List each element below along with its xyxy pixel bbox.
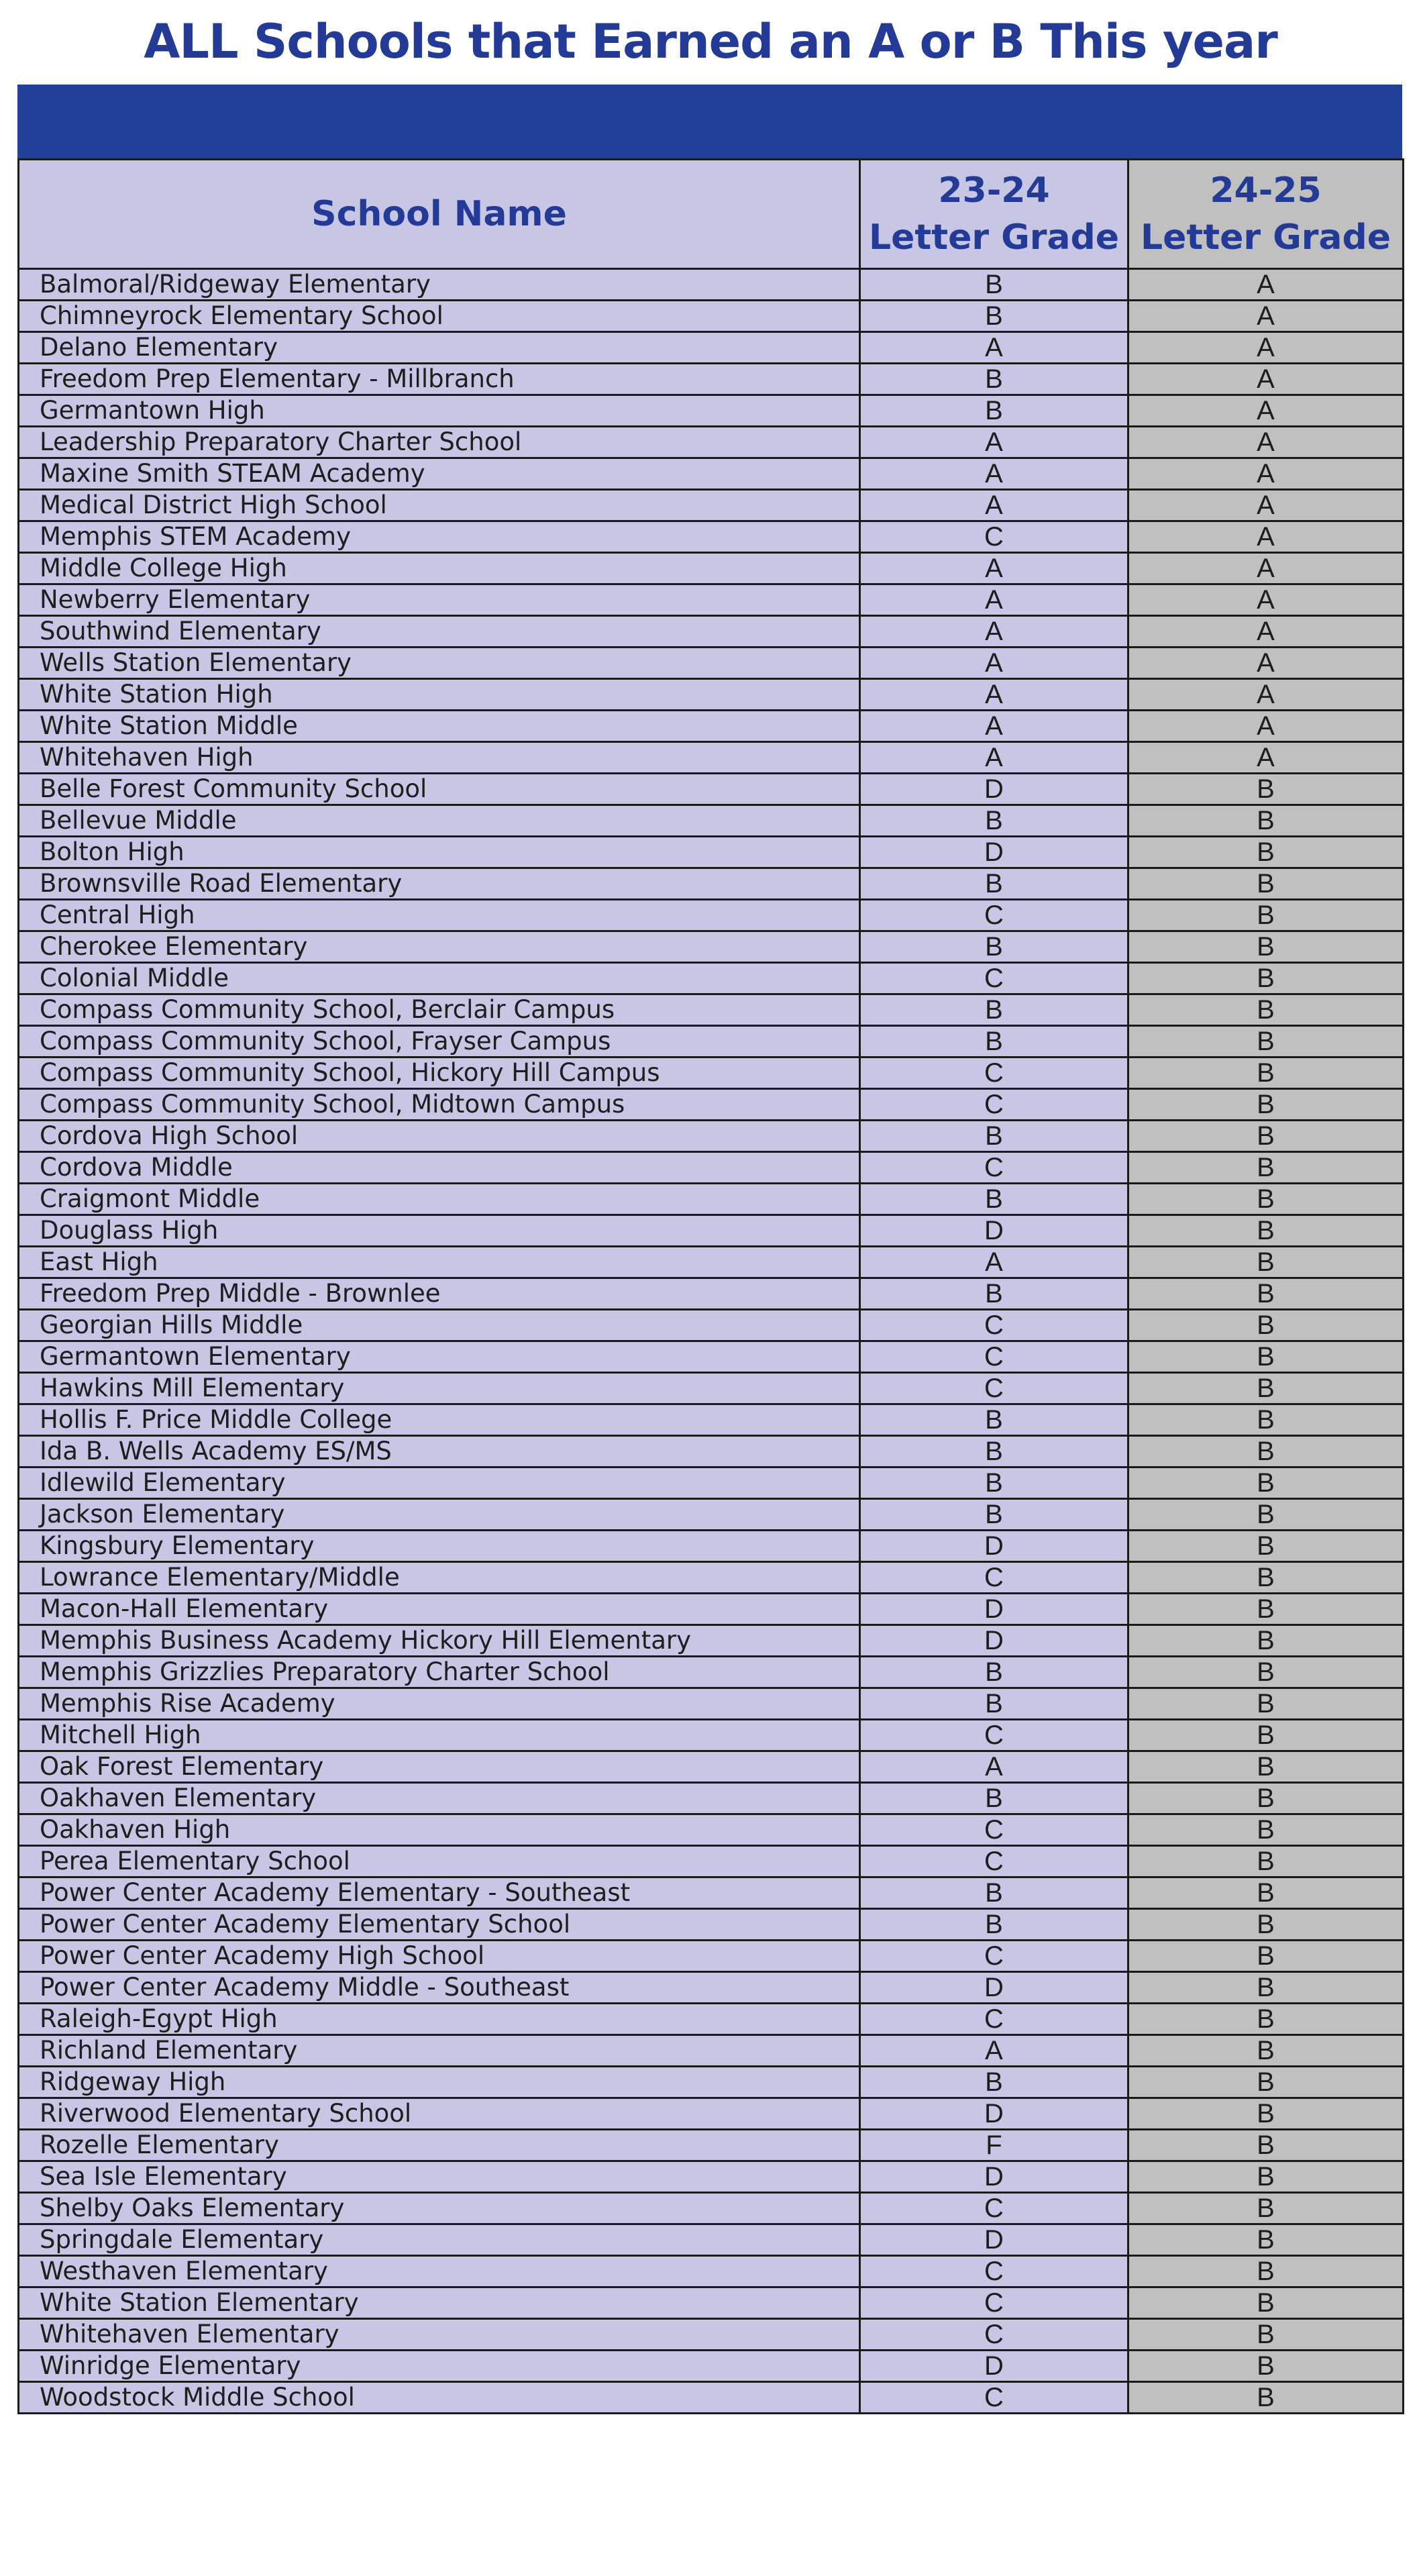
grade-2425-cell: B xyxy=(1128,1436,1404,1467)
grade-2425-cell: B xyxy=(1128,2035,1404,2067)
grade-2425-cell: B xyxy=(1128,1215,1404,1247)
grade-2324-cell: B xyxy=(860,1026,1128,1058)
grade-2425-cell: B xyxy=(1128,1625,1404,1657)
grade-2324-cell: B xyxy=(860,1436,1128,1467)
grade-2324-cell: C xyxy=(860,1814,1128,1846)
grade-2324-cell: C xyxy=(860,1846,1128,1877)
grade-2425-cell: B xyxy=(1128,931,1404,963)
table-row xyxy=(19,1499,1404,1531)
school-name-cell: Mitchell High xyxy=(19,1720,860,1751)
school-name-cell: Oakhaven High xyxy=(19,1814,860,1846)
grade-2425-cell: B xyxy=(1128,1467,1404,1499)
grade-2425-cell: B xyxy=(1128,900,1404,931)
grade-2324-cell: B xyxy=(860,1877,1128,1909)
table-row xyxy=(19,774,1404,805)
grade-2324-cell: B xyxy=(860,395,1128,427)
school-name-cell: Brownsville Road Elementary xyxy=(19,868,860,900)
grade-2425-cell: A xyxy=(1128,679,1404,711)
grade-2425-cell: B xyxy=(1128,2287,1404,2319)
table-row xyxy=(19,1594,1404,1625)
grade-2324-cell: A xyxy=(860,490,1128,521)
grade-2324-cell: A xyxy=(860,1751,1128,1783)
school-name-cell: Shelby Oaks Elementary xyxy=(19,2193,860,2224)
table-row xyxy=(19,395,1404,427)
table-row xyxy=(19,1404,1404,1436)
school-name-cell: Southwind Elementary xyxy=(19,616,860,648)
grade-2425-cell: B xyxy=(1128,1657,1404,1688)
grade-2324-cell: B xyxy=(860,1783,1128,1814)
grade-2324-cell: C xyxy=(860,2382,1128,2414)
grade-2324-cell: B xyxy=(860,1657,1128,1688)
school-name-cell: Delano Elementary xyxy=(19,332,860,364)
grade-2425-cell: B xyxy=(1128,868,1404,900)
school-name-cell: Whitehaven Elementary xyxy=(19,2319,860,2351)
grade-2324-cell: C xyxy=(860,2319,1128,2351)
grade-2324-cell: B xyxy=(860,1467,1128,1499)
school-name-cell: Springdale Elementary xyxy=(19,2224,860,2256)
grade-2425-cell: B xyxy=(1128,2130,1404,2161)
grade-2324-cell: A xyxy=(860,458,1128,490)
table-row xyxy=(19,1247,1404,1278)
grade-2425-cell: B xyxy=(1128,1373,1404,1404)
school-name-cell: Whitehaven High xyxy=(19,742,860,774)
grade-2324-cell: D xyxy=(860,2351,1128,2382)
table-row xyxy=(19,2256,1404,2287)
school-name-cell: Georgian Hills Middle xyxy=(19,1310,860,1341)
school-name-cell: Ridgeway High xyxy=(19,2067,860,2098)
grade-2425-cell: B xyxy=(1128,2004,1404,2035)
school-name-cell: Hollis F. Price Middle College xyxy=(19,1404,860,1436)
table-row xyxy=(19,1909,1404,1941)
grade-2324-cell: C xyxy=(860,1341,1128,1373)
table-row xyxy=(19,711,1404,742)
grade-2324-cell: D xyxy=(860,1531,1128,1562)
header-banner xyxy=(17,85,1402,158)
grade-2324-cell: C xyxy=(860,2256,1128,2287)
grade-2324-cell: B xyxy=(860,1278,1128,1310)
school-name-cell: Germantown Elementary xyxy=(19,1341,860,1373)
school-name-cell: Power Center Academy High School xyxy=(19,1941,860,1972)
school-name-cell: Richland Elementary xyxy=(19,2035,860,2067)
table-row xyxy=(19,1720,1404,1751)
school-name-cell: Balmoral/Ridgeway Elementary xyxy=(19,269,860,301)
table-row xyxy=(19,2130,1404,2161)
grade-2425-cell: B xyxy=(1128,1594,1404,1625)
table-body xyxy=(19,269,1404,2414)
table-row xyxy=(19,1089,1404,1121)
table-row xyxy=(19,2382,1404,2414)
school-name-cell: Bellevue Middle xyxy=(19,805,860,837)
grade-2425-cell: B xyxy=(1128,2224,1404,2256)
table-row xyxy=(19,1877,1404,1909)
school-name-cell: Jackson Elementary xyxy=(19,1499,860,1531)
grade-2425-cell: B xyxy=(1128,963,1404,994)
table-row xyxy=(19,1215,1404,1247)
school-name-cell: Colonial Middle xyxy=(19,963,860,994)
grade-2324-cell: C xyxy=(860,1058,1128,1089)
table-row xyxy=(19,553,1404,584)
school-name-cell: Oak Forest Elementary xyxy=(19,1751,860,1783)
school-name-cell: Cordova High School xyxy=(19,1121,860,1152)
grade-2324-cell: D xyxy=(860,2161,1128,2193)
grade-2324-cell: C xyxy=(860,1089,1128,1121)
school-name-cell: Maxine Smith STEAM Academy xyxy=(19,458,860,490)
grade-2324-cell: B xyxy=(860,805,1128,837)
school-name-cell: Central High xyxy=(19,900,860,931)
grade-2324-cell: C xyxy=(860,521,1128,553)
school-name-cell: Cherokee Elementary xyxy=(19,931,860,963)
grade-2425-cell: B xyxy=(1128,1751,1404,1783)
table-row xyxy=(19,1562,1404,1594)
grade-2324-cell: B xyxy=(860,269,1128,301)
table-row xyxy=(19,868,1404,900)
school-name-cell: Medical District High School xyxy=(19,490,860,521)
school-name-cell: Sea Isle Elementary xyxy=(19,2161,860,2193)
grade-2324-cell: B xyxy=(860,931,1128,963)
grade-2324-cell: D xyxy=(860,1972,1128,2004)
grade-2324-cell: A xyxy=(860,616,1128,648)
school-name-header xyxy=(19,160,860,269)
grade-2324-cell: C xyxy=(860,1941,1128,1972)
school-name-cell: Winridge Elementary xyxy=(19,2351,860,2382)
table-row xyxy=(19,584,1404,616)
school-name-cell: Craigmont Middle xyxy=(19,1184,860,1215)
grade-2324-cell: A xyxy=(860,332,1128,364)
grade-2324-cell: D xyxy=(860,837,1128,868)
table-row xyxy=(19,679,1404,711)
table-row xyxy=(19,1310,1404,1341)
table-row xyxy=(19,1625,1404,1657)
grade-2324-cell: D xyxy=(860,1215,1128,1247)
school-name-cell: Raleigh-Egypt High xyxy=(19,2004,860,2035)
grade-2324-cell: B xyxy=(860,1499,1128,1531)
grade-2425-cell: B xyxy=(1128,1058,1404,1089)
grade-2324-cell: C xyxy=(860,1373,1128,1404)
table-row xyxy=(19,364,1404,395)
grade-2425-cell: B xyxy=(1128,1941,1404,1972)
school-name-cell: Westhaven Elementary xyxy=(19,2256,860,2287)
grade-2324-cell: D xyxy=(860,2224,1128,2256)
grade-2324-cell: D xyxy=(860,774,1128,805)
school-name-cell: Riverwood Elementary School xyxy=(19,2098,860,2130)
table-row xyxy=(19,2098,1404,2130)
grade-2425-cell: A xyxy=(1128,269,1404,301)
grade-2425-cell: B xyxy=(1128,774,1404,805)
grade-2425-cell: A xyxy=(1128,332,1404,364)
grade-2425-cell: B xyxy=(1128,1184,1404,1215)
grade-2425-cell: B xyxy=(1128,837,1404,868)
table-row xyxy=(19,805,1404,837)
table-row xyxy=(19,521,1404,553)
grade-2425-cell: A xyxy=(1128,458,1404,490)
table-row xyxy=(19,1184,1404,1215)
grade-2324-cell: A xyxy=(860,2035,1128,2067)
school-name-cell: White Station Middle xyxy=(19,711,860,742)
table-row xyxy=(19,931,1404,963)
school-name-cell: Memphis Business Academy Hickory Hill Elementary xyxy=(19,1625,860,1657)
school-name-cell: White Station High xyxy=(19,679,860,711)
table-row xyxy=(19,1121,1404,1152)
grade-2425-cell: B xyxy=(1128,1909,1404,1941)
page-title: ALL Schools that Earned an A or B This year xyxy=(144,14,1277,69)
grade-2324-header-label: Letter Grade xyxy=(868,217,1120,258)
table-row xyxy=(19,1972,1404,2004)
school-name-cell: Belle Forest Community School xyxy=(19,774,860,805)
grade-2324-cell: C xyxy=(860,963,1128,994)
table-row xyxy=(19,2351,1404,2382)
grade-2425-header-label: Letter Grade xyxy=(1140,217,1391,258)
school-name-cell: Kingsbury Elementary xyxy=(19,1531,860,1562)
table-row xyxy=(19,648,1404,679)
table-row xyxy=(19,1341,1404,1373)
school-name-cell: Freedom Prep Middle - Brownlee xyxy=(19,1278,860,1310)
school-name-cell: Memphis Rise Academy xyxy=(19,1688,860,1720)
grade-2324-cell: B xyxy=(860,1909,1128,1941)
table-row xyxy=(19,1751,1404,1783)
school-name-cell: Freedom Prep Elementary - Millbranch xyxy=(19,364,860,395)
grade-2324-cell: A xyxy=(860,679,1128,711)
grade-2425-cell: B xyxy=(1128,1688,1404,1720)
grade-2425-cell: B xyxy=(1128,1972,1404,2004)
grade-2425-cell: B xyxy=(1128,1152,1404,1184)
grade-2324-cell: A xyxy=(860,1247,1128,1278)
grade-2425-cell: A xyxy=(1128,427,1404,458)
grade-2324-cell: B xyxy=(860,1404,1128,1436)
grade-2425-header-year: 24-25 xyxy=(1210,170,1322,211)
table-row xyxy=(19,900,1404,931)
grade-2324-cell: B xyxy=(860,2067,1128,2098)
school-name-header-label: School Name xyxy=(311,194,567,234)
table-row xyxy=(19,2161,1404,2193)
grade-2324-cell: C xyxy=(860,2287,1128,2319)
grade-2425-cell: A xyxy=(1128,584,1404,616)
grade-2324-cell: C xyxy=(860,1152,1128,1184)
table-row xyxy=(19,2193,1404,2224)
school-name-cell: Compass Community School, Midtown Campus xyxy=(19,1089,860,1121)
grade-2324-cell: D xyxy=(860,2098,1128,2130)
table-row xyxy=(19,427,1404,458)
grade-2425-cell: B xyxy=(1128,1404,1404,1436)
school-name-cell: Leadership Preparatory Charter School xyxy=(19,427,860,458)
grade-2324-cell: B xyxy=(860,994,1128,1026)
school-name-cell: Douglass High xyxy=(19,1215,860,1247)
school-name-cell: Power Center Academy Elementary School xyxy=(19,1909,860,1941)
table-row xyxy=(19,837,1404,868)
grade-2425-cell: A xyxy=(1128,616,1404,648)
school-name-cell: White Station Elementary xyxy=(19,2287,860,2319)
grade-2425-cell: B xyxy=(1128,1499,1404,1531)
table-row xyxy=(19,458,1404,490)
grade-2425-cell: B xyxy=(1128,805,1404,837)
school-name-cell: Compass Community School, Frayser Campus xyxy=(19,1026,860,1058)
grades-table xyxy=(17,158,1404,2414)
grade-2324-cell: B xyxy=(860,1184,1128,1215)
grade-2324-cell: C xyxy=(860,1562,1128,1594)
school-name-cell: Lowrance Elementary/Middle xyxy=(19,1562,860,1594)
table-row xyxy=(19,2004,1404,2035)
table-row xyxy=(19,332,1404,364)
school-name-cell: Power Center Academy Middle - Southeast xyxy=(19,1972,860,2004)
grade-2324-cell: F xyxy=(860,2130,1128,2161)
table-row xyxy=(19,616,1404,648)
grade-2425-cell: B xyxy=(1128,1783,1404,1814)
grade-2425-cell: A xyxy=(1128,648,1404,679)
school-name-cell: Bolton High xyxy=(19,837,860,868)
school-name-cell: Newberry Elementary xyxy=(19,584,860,616)
grade-2425-cell: B xyxy=(1128,1247,1404,1278)
grade-2425-cell: B xyxy=(1128,2161,1404,2193)
table-row xyxy=(19,1026,1404,1058)
grade-2324-cell: A xyxy=(860,648,1128,679)
grade-2425-cell: B xyxy=(1128,2382,1404,2414)
grade-2324-cell: D xyxy=(860,1625,1128,1657)
table-row xyxy=(19,1688,1404,1720)
grade-2425-cell: B xyxy=(1128,1877,1404,1909)
grade-2324-cell: A xyxy=(860,742,1128,774)
school-name-cell: Oakhaven Elementary xyxy=(19,1783,860,1814)
table-row xyxy=(19,301,1404,332)
grade-2425-cell: A xyxy=(1128,742,1404,774)
table-row xyxy=(19,1783,1404,1814)
grade-2324-cell: C xyxy=(860,900,1128,931)
school-name-cell: Chimneyrock Elementary School xyxy=(19,301,860,332)
grade-2425-cell: A xyxy=(1128,521,1404,553)
grade-2425-cell: B xyxy=(1128,1720,1404,1751)
table-row xyxy=(19,1846,1404,1877)
grade-2324-cell: A xyxy=(860,553,1128,584)
table-row xyxy=(19,269,1404,301)
table-row xyxy=(19,1278,1404,1310)
grade-2425-cell: B xyxy=(1128,2098,1404,2130)
grade-2425-cell: A xyxy=(1128,490,1404,521)
table-row xyxy=(19,1152,1404,1184)
school-name-cell: Memphis STEM Academy xyxy=(19,521,860,553)
table-row xyxy=(19,490,1404,521)
grade-2425-cell: A xyxy=(1128,395,1404,427)
grade-2425-cell: B xyxy=(1128,2256,1404,2287)
grade-2324-cell: C xyxy=(860,1720,1128,1751)
grade-2425-cell: A xyxy=(1128,364,1404,395)
grade-2425-cell: B xyxy=(1128,1341,1404,1373)
school-name-cell: East High xyxy=(19,1247,860,1278)
grade-2425-cell: A xyxy=(1128,711,1404,742)
school-name-cell: Compass Community School, Berclair Campus xyxy=(19,994,860,1026)
grade-2324-header xyxy=(860,160,1128,269)
grade-2324-cell: C xyxy=(860,2193,1128,2224)
school-name-cell: Idlewild Elementary xyxy=(19,1467,860,1499)
grade-2324-cell: C xyxy=(860,1310,1128,1341)
table-row xyxy=(19,2287,1404,2319)
grade-2324-header-year: 23-24 xyxy=(938,170,1050,211)
grade-2425-header xyxy=(1128,160,1404,269)
grade-2324-cell: B xyxy=(860,1688,1128,1720)
grade-2324-cell: B xyxy=(860,1121,1128,1152)
grade-2324-cell: B xyxy=(860,364,1128,395)
school-name-cell: Woodstock Middle School xyxy=(19,2382,860,2414)
school-name-cell: Cordova Middle xyxy=(19,1152,860,1184)
grade-2425-cell: B xyxy=(1128,1278,1404,1310)
school-name-cell: Macon-Hall Elementary xyxy=(19,1594,860,1625)
school-name-cell: Hawkins Mill Elementary xyxy=(19,1373,860,1404)
table-row xyxy=(19,2224,1404,2256)
table-row xyxy=(19,2067,1404,2098)
table-row xyxy=(19,742,1404,774)
table-row xyxy=(19,994,1404,1026)
school-name-cell: Wells Station Elementary xyxy=(19,648,860,679)
school-name-cell: Rozelle Elementary xyxy=(19,2130,860,2161)
grade-2324-cell: D xyxy=(860,1594,1128,1625)
grade-2425-cell: B xyxy=(1128,1310,1404,1341)
grade-2425-cell: B xyxy=(1128,2193,1404,2224)
school-name-cell: Ida B. Wells Academy ES/MS xyxy=(19,1436,860,1467)
school-name-cell: Memphis Grizzlies Preparatory Charter School xyxy=(19,1657,860,1688)
school-name-cell: Germantown High xyxy=(19,395,860,427)
table-row xyxy=(19,963,1404,994)
table-row xyxy=(19,1058,1404,1089)
grade-2425-cell: A xyxy=(1128,553,1404,584)
table-row xyxy=(19,1467,1404,1499)
grade-2425-cell: B xyxy=(1128,2319,1404,2351)
grade-2425-cell: B xyxy=(1128,1026,1404,1058)
grade-2324-cell: C xyxy=(860,2004,1128,2035)
table-header-row xyxy=(19,160,1404,269)
grade-2425-cell: B xyxy=(1128,1531,1404,1562)
school-name-cell: Middle College High xyxy=(19,553,860,584)
grade-2425-cell: B xyxy=(1128,994,1404,1026)
grade-2425-cell: B xyxy=(1128,1846,1404,1877)
grade-2425-cell: B xyxy=(1128,1121,1404,1152)
grade-2425-cell: B xyxy=(1128,1562,1404,1594)
table-row xyxy=(19,2319,1404,2351)
table-row xyxy=(19,1531,1404,1562)
table-row xyxy=(19,1436,1404,1467)
school-name-cell: Power Center Academy Elementary - Southeast xyxy=(19,1877,860,1909)
grade-2324-cell: A xyxy=(860,711,1128,742)
grade-2425-cell: B xyxy=(1128,1089,1404,1121)
grade-2324-cell: A xyxy=(860,427,1128,458)
school-name-cell: Perea Elementary School xyxy=(19,1846,860,1877)
grade-2324-cell: B xyxy=(860,868,1128,900)
table-row xyxy=(19,1941,1404,1972)
grade-2324-cell: B xyxy=(860,301,1128,332)
table-row xyxy=(19,1814,1404,1846)
table-row xyxy=(19,2035,1404,2067)
school-name-cell: Compass Community School, Hickory Hill Campus xyxy=(19,1058,860,1089)
grade-2425-cell: B xyxy=(1128,2067,1404,2098)
table-row xyxy=(19,1373,1404,1404)
grade-2324-cell: A xyxy=(860,584,1128,616)
grade-2425-cell: B xyxy=(1128,2351,1404,2382)
grade-2425-cell: B xyxy=(1128,1814,1404,1846)
table-row xyxy=(19,1657,1404,1688)
grade-2425-cell: A xyxy=(1128,301,1404,332)
